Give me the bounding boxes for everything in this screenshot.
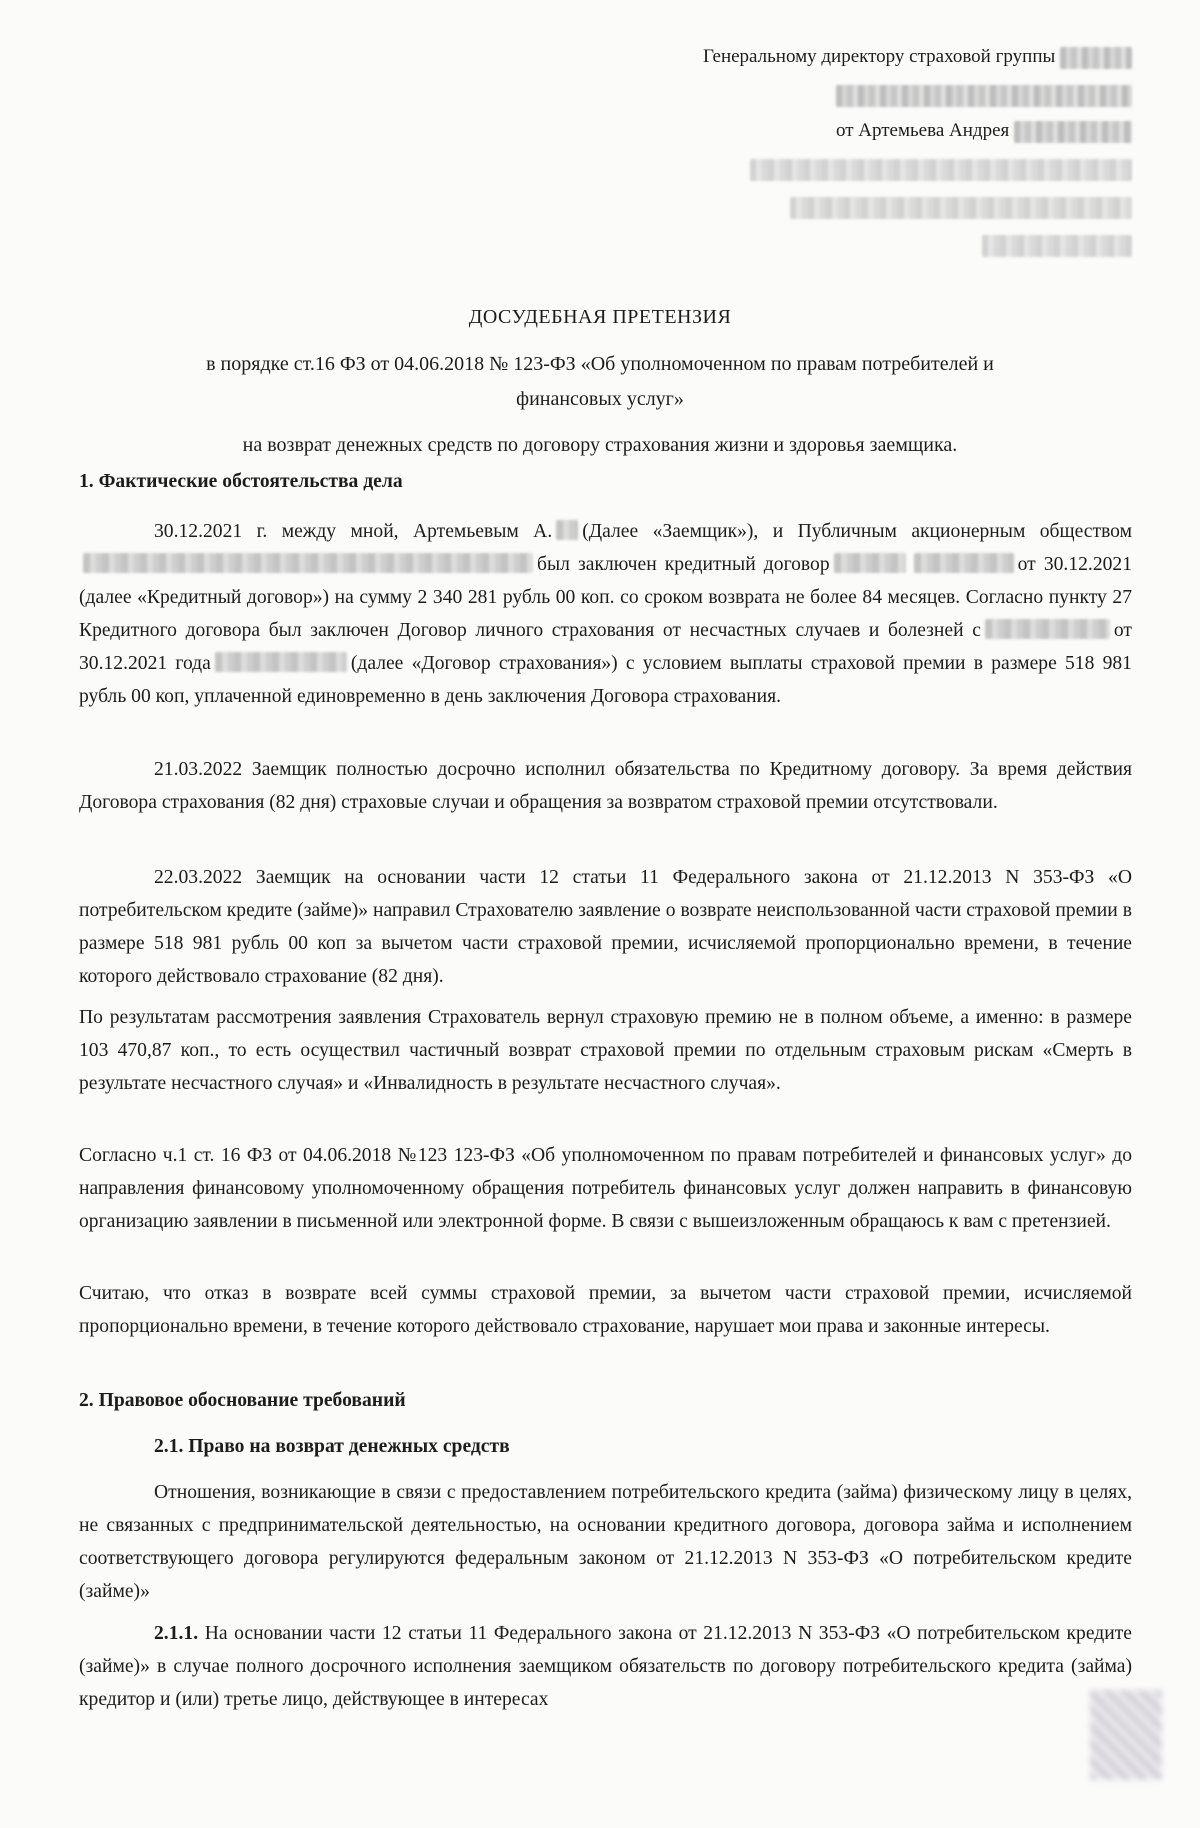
sender-address-line-1	[750, 158, 1132, 181]
addressee-line-1: Генеральному директору страховой группы	[703, 46, 1132, 69]
redacted-block	[982, 235, 1132, 257]
redacted-inline	[83, 553, 533, 573]
redacted-block	[1014, 121, 1132, 143]
clause-number: 2.1.1.	[154, 1623, 199, 1644]
section-2-1-heading: 2.1. Право на возврат денежных средств	[154, 1436, 510, 1457]
section-2-paragraph-1: Отношения, возникающие в связи с предоставлением потребительского кредита (займа) физическому лицу в целях, не связанных с предпринимательской деятельностью, на основании кредитного договора, договора займа и исполнением соответствующего договора регулируются федеральным законом от 21.12.2013 N 353-ФЗ «О потребительском кредите (займе)»	[79, 1482, 1132, 1602]
sender-address-line-3	[982, 234, 1132, 257]
document-subtitle-line-3: на возврат денежных средств по договору страхования жизни и здоровья заемщика.	[242, 434, 958, 456]
redacted-inline	[914, 553, 1014, 573]
redacted-inline	[834, 553, 906, 573]
redacted-block	[1060, 47, 1132, 69]
section-2-paragraph-2: 2.1.1. На основании части 12 статьи 11 Федерального закона от 21.12.2013 N 353-ФЗ «О потребительском кредите (займе)» в случае полного досрочного исполнения заемщиком обязательств по договору потребительского кредита (займа) кредитор и (или) третье лицо, действующее в интересах	[79, 1623, 1132, 1710]
addressee-line-2	[836, 84, 1132, 107]
section-2-heading: 2. Правовое обоснование требований	[79, 1390, 406, 1411]
section-1-paragraph-2: 21.03.2022 Заемщик полностью досрочно исполнил обязательства по Кредитному договору. За время действия Договора страхования (82 дня) страховые случаи и обращения за возвратом страховой премии отсутствовали.	[79, 759, 1132, 813]
redacted-inline	[215, 652, 347, 672]
document-title: ДОСУДЕБНАЯ ПРЕТЕНЗИЯ	[468, 306, 732, 328]
redacted-corner-mark	[1090, 1690, 1162, 1780]
sender-line: от Артемьева Андрея	[836, 120, 1132, 143]
section-1-paragraph-3: 22.03.2022 Заемщик на основании части 12 статьи 11 Федерального закона от 21.12.2013 N 353-ФЗ «О потребительском кредите (займе)» направил Страхователю заявление о возврате неиспользованной части страховой премии в размере 518 981 рубль 00 коп за вычетом части страховой премии, исчисляемой пропорционально времени, в течение которого действовало страхование (82 дня).	[79, 867, 1132, 987]
section-1-paragraph-4: По результатам рассмотрения заявления Страхователь вернул страховую премию не в полном объеме, а именно: в размере 103 470,87 коп., то есть осуществил частичный возврат страховой премии по отдельным страховым рискам «Смерть в результате несчастного случая» и «Инвалидность в результате несчастного случая».	[79, 1007, 1132, 1094]
redacted-inline	[556, 520, 578, 540]
sender-address-line-2	[790, 196, 1132, 219]
redacted-block	[750, 159, 1132, 181]
redacted-block	[790, 197, 1132, 219]
redacted-inline	[985, 619, 1110, 639]
section-1-paragraph-5: Согласно ч.1 ст. 16 ФЗ от 04.06.2018 №123 123-ФЗ «Об уполномоченном по правам потребителей и финансовых услуг» до направления финансовому уполномоченному обращения потребитель финансовых услуг должен направить в финансовую организацию заявлении в письменной или электронной форме. В связи с вышеизложенным обращаюсь к вам с претензией.	[79, 1145, 1132, 1232]
document-subtitle-line-2: финансовых услуг»	[516, 388, 684, 410]
section-1-paragraph-1: 30.12.2021 г. между мной, Артемьевым А. (Далее «Заемщик»), и Публичным акционерным обществомбыл заключен кредитный договор от 30.12.2021 (далее «Кредитный договор») на сумму 2 340 281 рубль 00 коп. со сроком возврата не более 84 месяцев. Согласно пункту 27 Кредитного договора был заключен Договор личного страхования от несчастных случаев и болезней с от 30.12.2021 года (далее «Договор страхования») с условием выплаты страховой премии в размере 518 981 рубль 00 коп, уплаченной единовременно в день заключения Договора страхования.	[79, 521, 1133, 707]
document-subtitle-line-1: в порядке ст.16 ФЗ от 04.06.2018 № 123-ФЗ «Об уполномоченном по правам потребителей и	[206, 353, 994, 375]
section-1-paragraph-6: Считаю, что отказ в возврате всей суммы страховой премии, за вычетом части страховой премии, исчисляемой пропорционально времени, в течение которого действовало страхование, нарушает мои права и законные интересы.	[79, 1283, 1132, 1337]
section-1-heading: 1. Фактические обстоятельства дела	[79, 471, 403, 492]
redacted-block	[836, 85, 1132, 107]
